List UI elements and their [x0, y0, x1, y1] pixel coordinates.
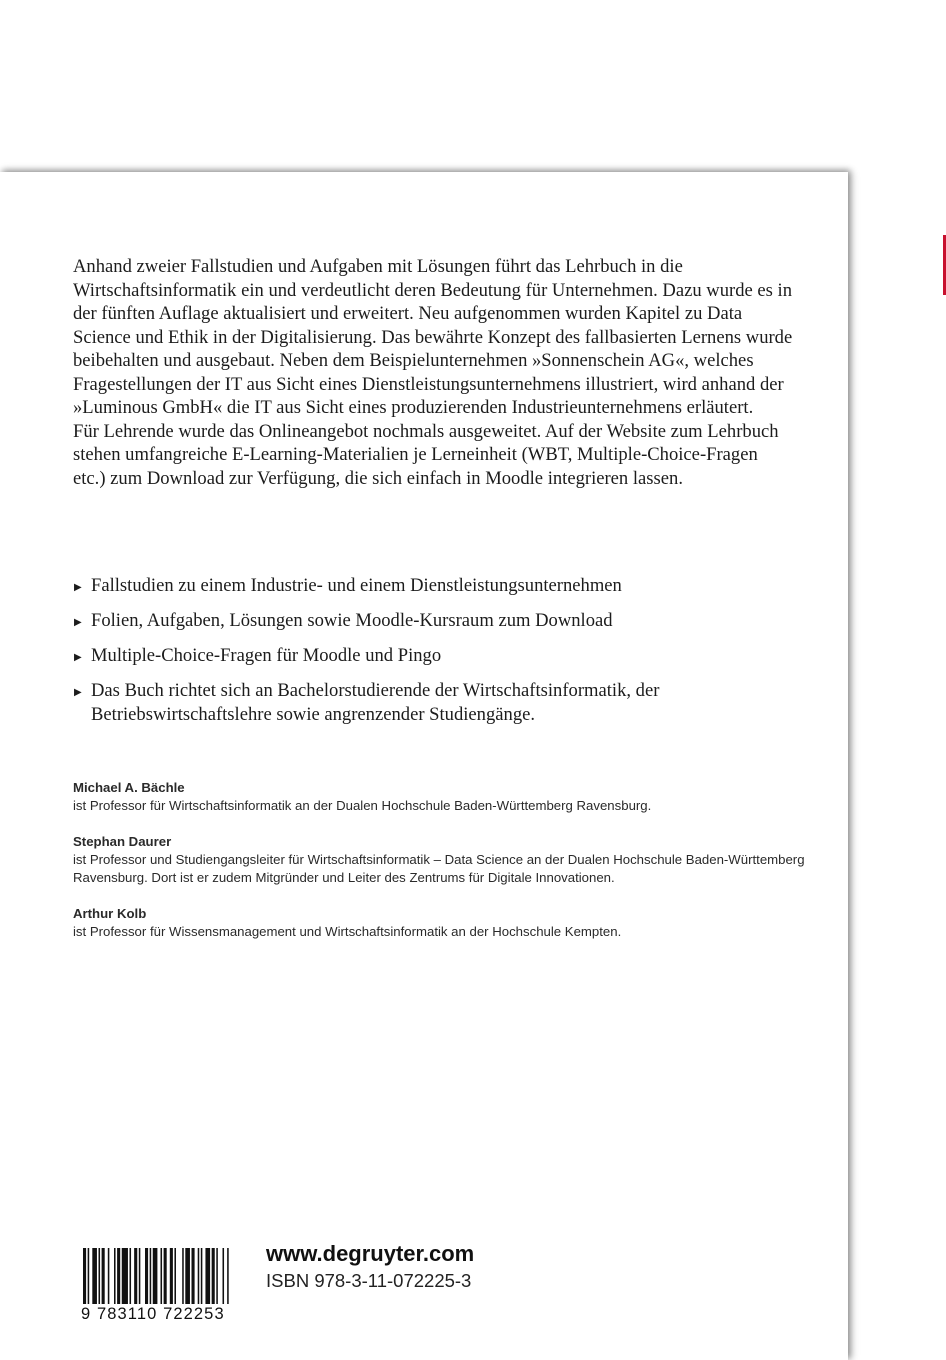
barcode-bar	[201, 1248, 203, 1304]
barcode-bar	[130, 1248, 132, 1304]
feature-list	[73, 574, 793, 738]
barcode-bar	[161, 1248, 163, 1304]
author-bio: ist Professor für Wissensmanagement und Wirtschaftsinformatik an der Hochschule Kempten.	[73, 924, 622, 939]
feature-item	[73, 679, 793, 727]
feature-text: Fallstudien zu einem Industrie- und einem Dienstleistungsunternehmen	[91, 575, 622, 596]
feature-item	[73, 644, 793, 668]
bullet-icon: ▶	[74, 617, 82, 628]
author-entry	[73, 905, 813, 941]
barcode-bar	[182, 1248, 184, 1304]
barcode-bar	[92, 1248, 97, 1304]
feature-item	[73, 574, 793, 598]
publisher-block	[266, 1240, 474, 1294]
publisher-website-link[interactable]: www.degruyter.com	[266, 1241, 475, 1266]
author-bio: ist Professor und Studiengangsleiter für Wirtschaftsinformatik – Data Science an der Dualen Hochschule Baden-Württemberg Ravensburg. Dort ist er zudem Mitgründer und Leiter des Zentrums für Digitale Innovationen.	[73, 852, 805, 885]
author-bios	[73, 779, 813, 959]
barcode-bar	[134, 1248, 137, 1304]
feature-text: Multiple-Choice-Fragen für Moodle und Pingo	[91, 645, 442, 666]
barcode-bar	[205, 1248, 210, 1304]
barcode-bar	[108, 1248, 110, 1304]
barcode-bar	[102, 1248, 105, 1304]
barcode-bar	[216, 1248, 218, 1304]
author-name: Michael A. Bächle	[73, 780, 185, 795]
barcode-bar	[174, 1248, 176, 1304]
barcode-bar	[153, 1248, 158, 1304]
author-entry	[73, 833, 813, 887]
bullet-icon: ▶	[74, 582, 82, 593]
barcode-bar	[227, 1248, 229, 1304]
feature-text: Das Buch richtet sich an Bachelorstudierende der Wirtschaftsinformatik, der Betriebswirtschaftslehre sowie angrenzender Studiengänge.	[91, 680, 660, 725]
barcode-bar	[114, 1248, 116, 1304]
author-bio: ist Professor für Wirtschaftsinformatik an der Dualen Hochschule Baden-Württemberg Ravensburg.	[73, 798, 652, 813]
author-name: Stephan Daurer	[73, 834, 172, 849]
barcode-bar	[198, 1248, 200, 1304]
barcode-bar	[150, 1248, 152, 1304]
author-name: Arthur Kolb	[73, 906, 147, 921]
barcode-bar	[117, 1248, 120, 1304]
barcode-bar	[212, 1248, 215, 1304]
barcode-bar	[170, 1248, 173, 1304]
barcode-bar	[83, 1248, 86, 1304]
barcode-bar	[122, 1248, 128, 1304]
barcode-bar	[88, 1248, 90, 1304]
isbn: ISBN 978-3-11-072225-3	[266, 1270, 472, 1291]
feature-item	[73, 609, 793, 633]
barcode-bar	[145, 1248, 148, 1304]
barcode-bar	[223, 1248, 225, 1304]
bullet-icon: ▶	[74, 687, 82, 698]
author-entry	[73, 779, 813, 815]
barcode-bar	[99, 1248, 101, 1304]
blurb-paragraph-2: Für Lehrende wurde das Onlineangebot nochmals ausgeweitet. Auf der Website zum Lehrbuch stehen umfangreiche E-Learning-Materialien je Lerneinheit (WBT, Multiple-Choice-Fragen etc.) zum Download zur Verfügung, die sich einfach in Moodle integrieren lassen.	[73, 420, 779, 489]
barcode-bar	[139, 1248, 141, 1304]
barcode-bar	[192, 1248, 195, 1304]
barcode-digits: 9 783110 722253	[81, 1305, 225, 1323]
blurb	[73, 255, 793, 490]
blurb-paragraph-1: Anhand zweier Fallstudien und Aufgaben mit Lösungen führt das Lehrbuch in die Wirtschaftsinformatik ein und verdeutlicht deren Bedeutung für Unternehmen. Dazu wurde es in der fünften Auflage aktualisiert und erweitert. Neu aufgenommen wurden Kapitel zu Data Science und Ethik in der Digitalisierung. Das bewährte Konzept des fallbasierten Lernens wurde beibehalten und ausgebaut. Neben dem Beispielunternehmen »Sonnenschein AG«, welches Fragestellungen der IT aus Sicht eines Dienstleistungsunternehmens illustriert, wird anhand der »Luminous GmbH« die IT aus Sicht eines produzierenden Industrieunternehmens erläutert.	[73, 256, 793, 418]
barcode-bar	[185, 1248, 190, 1304]
barcode-bar	[164, 1248, 167, 1304]
feature-text: Folien, Aufgaben, Lösungen sowie Moodle-Kursraum zum Download	[91, 610, 613, 631]
bullet-icon: ▶	[74, 652, 82, 663]
